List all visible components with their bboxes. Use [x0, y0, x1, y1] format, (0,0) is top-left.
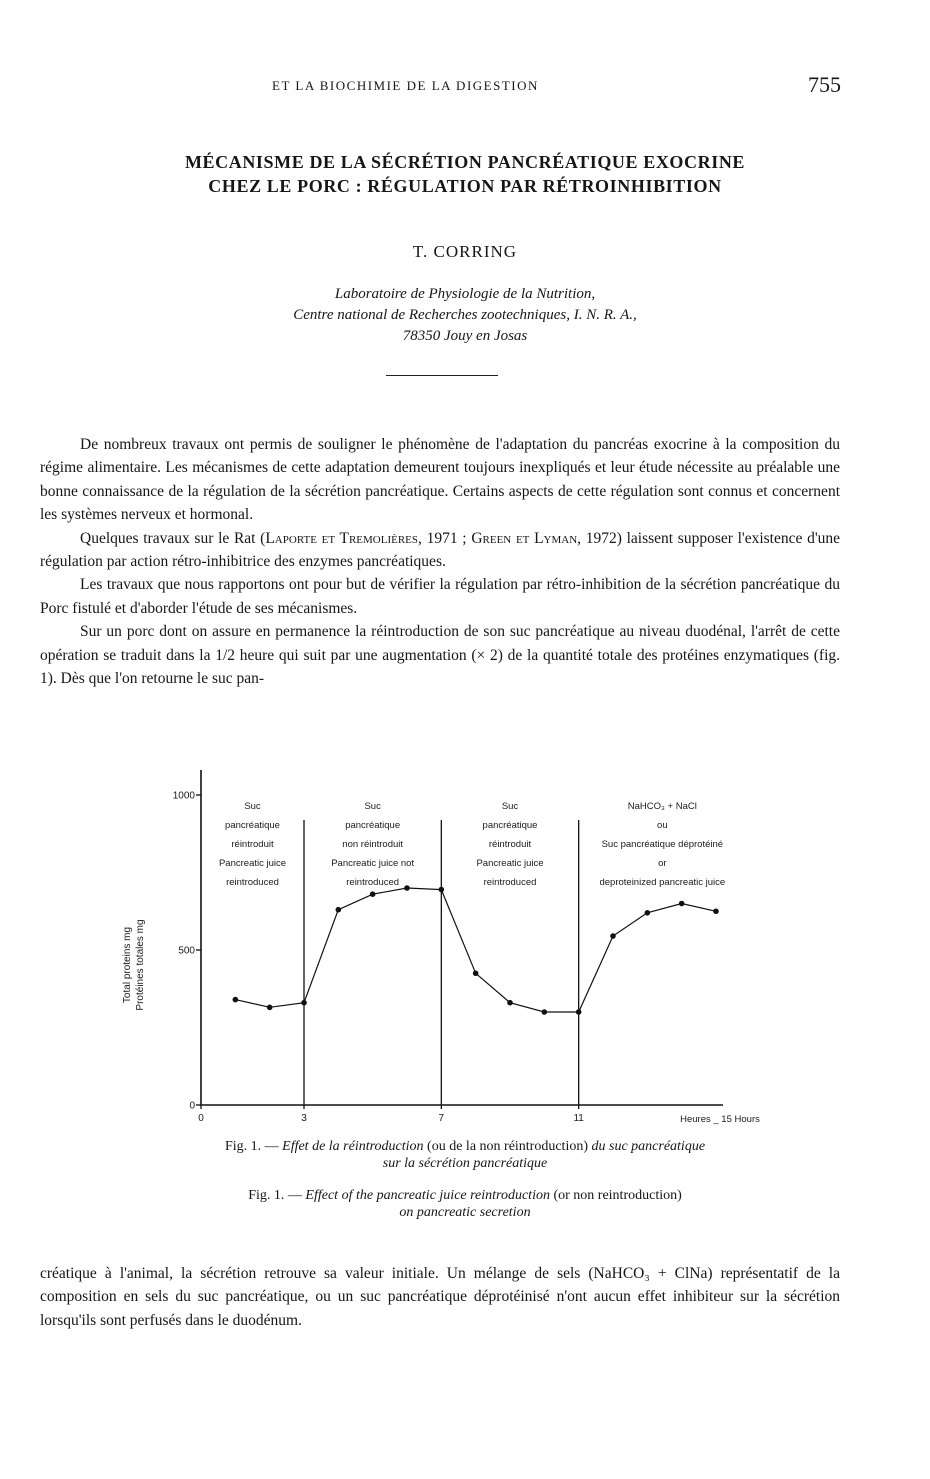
- caption-fr-italic-1: Effet de la réintroduction: [282, 1139, 424, 1154]
- y-axis-label: Total proteins mg: [122, 926, 133, 1004]
- caption-en-italic-1: Effect of the pancreatic juice reintroduction: [305, 1188, 550, 1203]
- x-axis-label: Heures _ 15 Hours: [680, 1114, 760, 1125]
- paragraph-1: De nombreux travaux ont permis de souligner le phénomène de l'adaptation du pancréas exocrine à la composition du régime alimentaire. Les mécanismes de cette adaptation demeurent toujours inexpliqués et leur étude nécessite au préalable une bonne connaissance de la régulation de la sécrétion pancréatique. Certains aspects de cette régulation sont connus et concernent les systèmes nerveux et hormonal.: [40, 436, 840, 524]
- caption-en-label: Fig. 1. —: [248, 1188, 306, 1203]
- phase-annotation-line: réintroduit: [488, 839, 532, 850]
- title-line-1: MÉCANISME DE LA SÉCRÉTION PANCRÉATIQUE EXOCRINE: [184, 152, 746, 172]
- caption-fr-line-1: [0, 1138, 930, 1155]
- y-tick-label: 0: [189, 1100, 195, 1112]
- data-point: [610, 933, 616, 939]
- x-tick-label: 0: [198, 1113, 204, 1124]
- caption-en-line-1: [0, 1187, 930, 1204]
- paragraph-2-part-b: , 1971 ;: [418, 529, 472, 547]
- title-line-2: CHEZ LE PORC : RÉGULATION PAR RÉTROINHIBITION: [208, 176, 722, 196]
- phase-annotation-line: reintroduced: [346, 877, 400, 888]
- data-point: [576, 1009, 582, 1015]
- data-point: [542, 1009, 548, 1015]
- phase-annotation-line: pancréatique: [225, 820, 280, 831]
- phase-annotation-line: reintroduced: [226, 877, 279, 888]
- data-point: [713, 908, 719, 914]
- title-separator-rule: [386, 375, 498, 376]
- phase-annotation-line: pancréatique: [482, 820, 538, 831]
- paragraph-5: créatique à l'animal, la sécrétion retrouve sa valeur initiale. Un mélange de sels (NaHCO₃ + ClNa) représentatif de la composition en sels du suc pancréatique, ou un suc pancréatique déprotéinisé n'ont aucun effet inhibiteur sur la sécrétion lorsqu'ils sont perfusés dans le duodénum.: [40, 1265, 840, 1329]
- figure-1-chart: [118, 768, 838, 1138]
- x-tick-label: 3: [301, 1113, 307, 1124]
- reference-laporte: Laporte et Tremolières: [265, 529, 419, 547]
- data-point: [370, 891, 376, 897]
- caption-en-line-2: on pancreatic secretion: [399, 1205, 531, 1220]
- figure-1: [118, 768, 838, 1138]
- caption-fr-label: Fig. 1. —: [224, 1139, 283, 1154]
- author: T. CORRING: [412, 242, 518, 261]
- phase-annotation-line: réintroduit: [231, 839, 274, 850]
- phase-annotation-line: non réintroduit: [342, 839, 404, 850]
- phase-annotation-line: or: [658, 858, 667, 869]
- article-title: [0, 150, 930, 198]
- data-point: [439, 887, 445, 893]
- affiliation-line-2: Centre national de Recherches zootechniques, I. N. R. A.,: [293, 307, 637, 323]
- data-point: [473, 970, 479, 976]
- caption-fr-mid: (ou de la non réintroduction): [423, 1139, 592, 1154]
- series-line: [235, 888, 716, 1012]
- caption-en-mid: (or non reintroduction): [549, 1188, 682, 1203]
- body-text-bottom: [40, 1262, 840, 1332]
- data-point: [404, 885, 410, 891]
- paragraph-4: Sur un porc dont on assure en permanence la réintroduction de son suc pancréatique au niveau duodénal, l'arrêt de cette opération se traduit dans la 1/2 heure qui suit par une augmentation (× 2) de la quantité totale des protéines enzymatiques (fig. 1). Dès que l'on retourne le suc pan-: [40, 623, 840, 688]
- data-point: [233, 997, 239, 1003]
- phase-annotation-line: reintroduced: [483, 877, 537, 888]
- data-point: [679, 901, 685, 907]
- phase-annotation-line: Suc: [501, 801, 519, 812]
- phase-annotation-line: ou: [657, 820, 668, 831]
- reference-green: Green et Lyman: [471, 529, 578, 547]
- affiliation: [0, 284, 930, 347]
- caption-fr: [0, 1138, 930, 1172]
- body-text-top: [40, 433, 840, 690]
- caption-en: [0, 1187, 930, 1221]
- affiliation-line-3: 78350 Jouy en Josas: [402, 328, 528, 344]
- phase-annotation-line: NaHCO₃ + NaCl: [627, 801, 697, 812]
- phase-annotation-line: pancréatique: [345, 820, 401, 831]
- data-point: [336, 907, 342, 913]
- data-point: [645, 910, 651, 916]
- caption-fr-line-2: sur la sécrétion pancréatique: [382, 1156, 548, 1171]
- phase-annotation-line: Suc: [244, 801, 261, 812]
- x-tick-label: 7: [438, 1113, 445, 1124]
- phase-annotation-line: Pancreatic juice: [476, 858, 544, 869]
- phase-annotation-line: deproteinized pancreatic juice: [599, 877, 726, 888]
- paragraph-2-part-c: , 1972) laissent supposer l'existence d'une régulation par action rétro-inhibitrice des enzymes pancréatiques.: [40, 529, 840, 571]
- data-point: [267, 1005, 273, 1011]
- y-axis-label-fr: Protéines totales mg: [135, 919, 146, 1011]
- y-tick-label: 1000: [172, 790, 195, 802]
- x-tick-label: 11: [573, 1113, 584, 1124]
- affiliation-line-1: Laboratoire de Physiologie de la Nutrition,: [334, 286, 596, 302]
- phase-annotation-line: Pancreatic juice: [218, 858, 287, 869]
- y-tick-label: 500: [178, 945, 195, 957]
- data-point: [301, 1000, 307, 1006]
- phase-annotation-line: Suc pancréatique déprotéiné: [601, 839, 724, 850]
- paragraph-2-part-a: Quelques travaux sur le Rat (: [80, 529, 266, 547]
- phase-annotation-line: Pancreatic juice not: [331, 858, 415, 869]
- caption-fr-italic-2: du suc pancréatique: [591, 1139, 706, 1154]
- data-point: [507, 1000, 513, 1006]
- running-head-text: ET LA BIOCHIMIE DE LA DIGESTION: [272, 78, 539, 93]
- page-number: 755: [808, 72, 841, 97]
- paragraph-2: [40, 527, 840, 574]
- paragraph-3: Les travaux que nous rapportons ont pour but de vérifier la régulation par rétro-inhibition de la sécrétion pancréatique du Porc fistulé et d'aborder l'étude de ses mécanismes.: [40, 576, 840, 617]
- phase-annotation-line: Suc: [364, 801, 381, 812]
